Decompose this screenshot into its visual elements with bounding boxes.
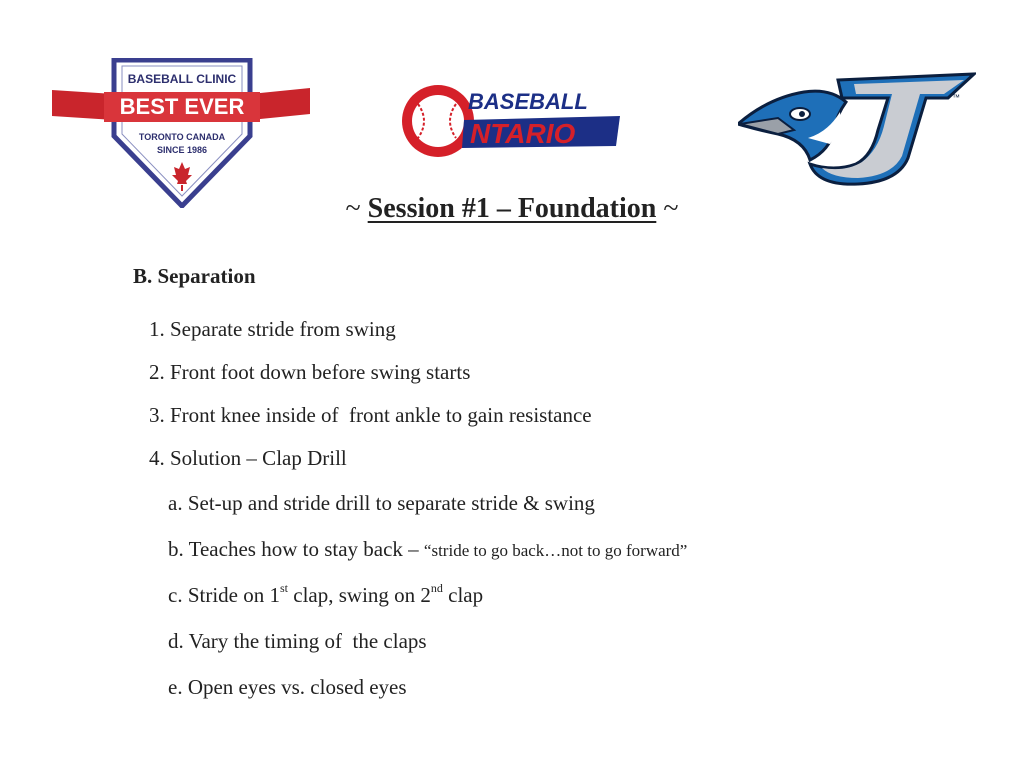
sub-list-item: a. Set-up and stride drill to separate stride & swing bbox=[168, 491, 595, 515]
sub-item-text: clap, swing on 2 bbox=[288, 583, 431, 607]
baseball-clinic-logo bbox=[52, 58, 310, 208]
svg-text:BASEBALL CLINIC: BASEBALL CLINIC bbox=[127, 72, 237, 86]
sub-list-item: e. Open eyes vs. closed eyes bbox=[168, 675, 407, 699]
sub-item-text: clap bbox=[442, 583, 484, 607]
svg-text:NTARIO: NTARIO bbox=[470, 118, 576, 149]
svg-text:BASEBALL: BASEBALL bbox=[468, 89, 588, 114]
sub-list-item bbox=[168, 537, 687, 562]
list-item: 3. Front knee inside of front ankle to gain resistance bbox=[149, 403, 592, 427]
sub-item-text: b. Teaches how to stay back – bbox=[168, 537, 424, 561]
blue-jays-logo bbox=[738, 68, 976, 186]
ordinal-suffix: nd bbox=[430, 581, 443, 595]
sub-list-item bbox=[168, 583, 483, 608]
svg-text:TORONTO CANADA: TORONTO CANADA bbox=[138, 132, 226, 142]
title-text: Session #1 – Foundation bbox=[367, 193, 657, 224]
list-item: 4. Solution – Clap Drill bbox=[149, 446, 347, 470]
ordinal-suffix: st bbox=[279, 581, 288, 595]
title-tilde-left: ~ bbox=[345, 193, 361, 224]
section-heading: B. Separation bbox=[133, 264, 256, 288]
list-item: 2. Front foot down before swing starts bbox=[149, 360, 471, 384]
page-title bbox=[0, 193, 1024, 225]
list-item: 1. Separate stride from swing bbox=[149, 317, 396, 341]
sub-item-text: c. Stride on 1 bbox=[168, 583, 280, 607]
svg-text:BEST EVER: BEST EVER bbox=[119, 94, 245, 119]
svg-text:SINCE 1986: SINCE 1986 bbox=[156, 145, 208, 155]
svg-text:™: ™ bbox=[952, 93, 960, 102]
sub-list-item: d. Vary the timing of the claps bbox=[168, 629, 427, 653]
sub-item-quote: “stride to go back…not to go forward” bbox=[423, 541, 688, 560]
baseball-ontario-logo bbox=[398, 80, 623, 162]
title-tilde-right: ~ bbox=[663, 193, 679, 224]
